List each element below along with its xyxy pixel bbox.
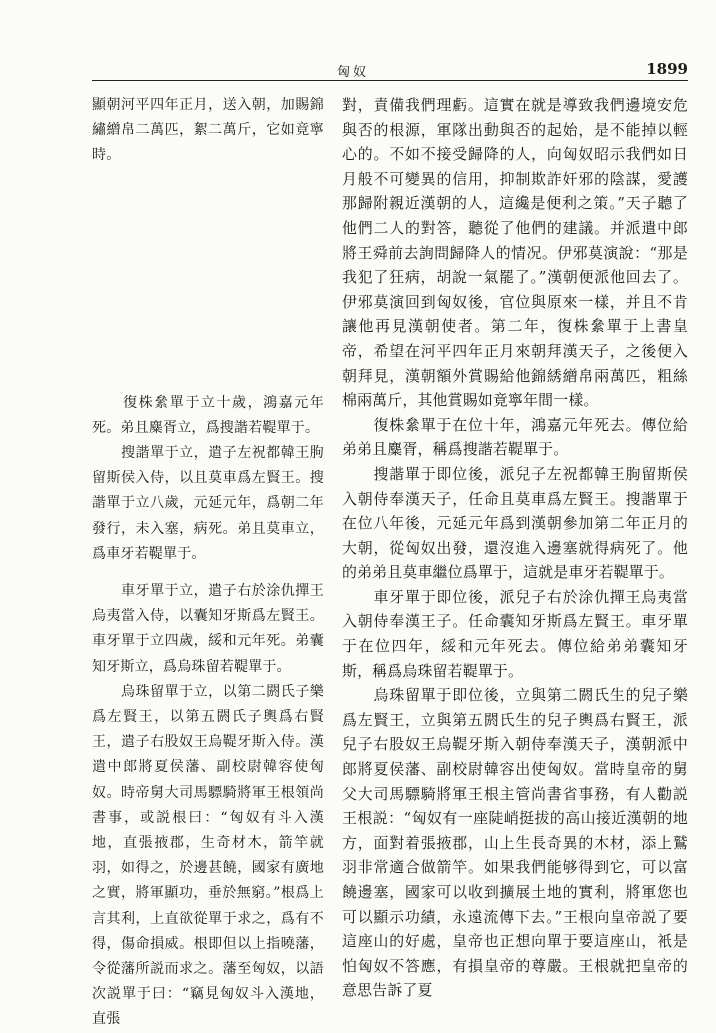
running-header	[92, 60, 688, 81]
left-column-classical-text	[92, 93, 324, 1033]
translation-paragraph-3: 搜諧單于即位後，派兒子左祝都韓王朐留斯侯入朝侍奉漢天子，任命且莫車爲左賢王。搜諧單于在位八年後，元延元年爲到漢朝參加第二年正月的大朝，從匈奴出發，還沒進入邊塞就得病死了。他的弟弟且莫車繼位爲單于，這就是車牙若鞮單于。	[342, 464, 688, 582]
translation-paragraph-1: 對，責備我們理虧。這實在就是導致我們邊境安危與否的根源，軍隊出動與否的起始，是不能掉以輕心的。不如不接受歸降的人，向匈奴昭示我們如日月般不可變異的信用，抑制欺詐奸邪的陰謀，愛護那歸附親近漢朝的人，這纔是便利之策。”天子聽了他們二人的對答，聽從了他們的建議。并派遣中郎將王舜前去詢問歸降人的情况。伊邪莫演說：“那是我犯了狂病，胡說一氣罷了。”漢朝便派他回去了。伊邪莫演回到匈奴後，官位與原來一樣，并且不肯讓他再見漢朝使者。第二年，復株絫單于上書皇帝，希望在河平四年正月來朝拜漢天子，之後便入朝拜見，漢朝額外賞賜給他錦綉繒帛兩萬匹，粗絲棉兩萬斤，其他賞賜如竟寧年間一樣。	[342, 96, 688, 410]
classical-paragraph-2: 復株絫單于立十歲，鴻嘉元年死。弟且麋胥立，爲搜諧若鞮單于。	[92, 394, 324, 436]
page-number: 1899	[646, 60, 688, 78]
classical-paragraph-5: 烏珠留單于立，以第二閼氏子樂爲左賢王，以第五閼氏子輿爲右賢王，遣子右股奴王烏鞮牙斯入侍。漢遣中郎將夏侯藩、副校尉韓容使匈奴。時帝舅大司馬驃騎將軍王根領尚書事，或説根曰：“匈奴有斗入漢地，直張掖郡，生奇材木，箭竿就羽，如得之，於邊甚饒，國家有廣地之實，將軍顯功，垂於無窮。”根爲上言其利，上直欲從單于求之，爲有不得，傷命損威。根即但以上指曉藩，令從藩所説而求之。藩至匈奴，以語次説單于曰：“竊見匈奴斗入漢地，直張	[92, 683, 324, 1028]
classical-paragraph-4: 車牙單于立，遣子右於涂仇撣王烏夷當入侍，以囊知牙斯爲左賢王。車牙單于立四歲，綏和元年死。弟囊知牙斯立，爲烏珠留若鞮單于。	[92, 583, 324, 675]
running-title: 匈奴	[337, 65, 370, 80]
classical-paragraph-1: 顯朝河平四年正月，送入朝，加賜錦繡繒帛二萬匹，絮二萬斤，它如竟寧時。	[92, 97, 324, 164]
translation-paragraph-2: 復株絫單于在位十年，鴻嘉元年死去。傳位給弟弟且麋胥，稱爲搜諧若鞮單于。	[342, 415, 688, 459]
translation-paragraph-5: 烏珠留單于即位後，立與第二閼氏生的兒子樂爲左賢王，立與第五閼氏生的兒子輿爲右賢王，派兒子右股奴王烏鞮牙斯入朝侍奉漢天子，漢朝派中郎將夏侯藩、副校尉韓容出使匈奴。當時皇帝的舅父大司馬驃騎將軍王根主管尚書省事務，有人勸説王根説：“匈奴有一座陡峭挺拔的高山接近漢朝的地方，面對着張掖郡，山上生長奇異的木材，添上鷲羽非常適合做箭竿。如果我們能够得到它，可以富饒邊塞，國家可以收到擴展土地的實利，將軍您也可以顯示功績，永遠流傳下去。”王根向皇帝説了要這座山的好處，皇帝也正想向單于要這座山，衹是怕匈奴不答應，有損皇帝的尊嚴。王根就把皇帝的意思告訴了夏	[342, 686, 688, 1000]
right-column-translation	[342, 93, 688, 1003]
translation-paragraph-4: 車牙單于即位後，派兒子右於涂仇撣王烏夷當入朝侍奉漢王子。任命囊知牙斯爲左賢王。車牙單于在位四年，綏和元年死去。傳位給弟弟囊知牙斯，稱爲烏珠留若鞮單于。	[342, 587, 688, 680]
classical-paragraph-3: 搜諧單于立，遣子左祝都韓王朐留斯侯入侍，以且莫車爲左賢王。搜諧單于立八歲，元延元年，爲朝二年發行，未入塞，病死。弟且莫車立，爲車牙若鞮單于。	[92, 445, 324, 562]
